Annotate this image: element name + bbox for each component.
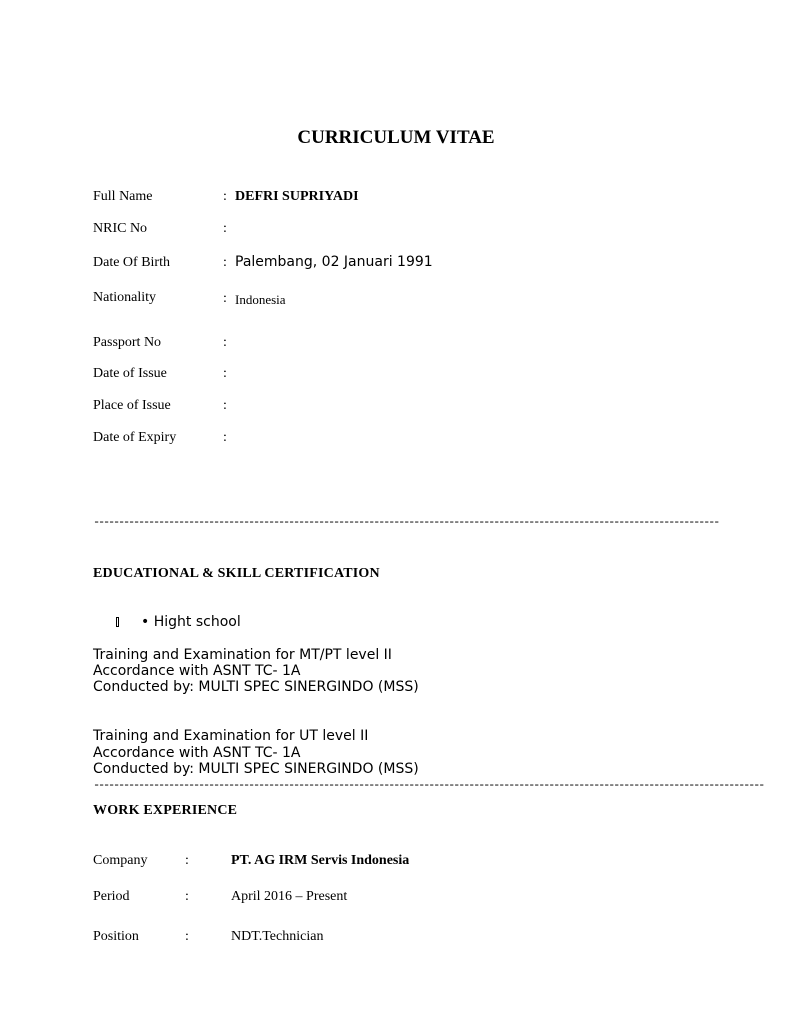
issue-date-colon: : [223, 366, 227, 381]
position-label: Position [93, 929, 139, 944]
period-value: April 2016 – Present [231, 889, 348, 904]
cert1-provider: Conducted by: MULTI SPEC SINERGINDO (MSS) [93, 679, 419, 695]
nationality-colon: : [223, 291, 227, 306]
issue-place-colon: : [223, 398, 227, 413]
bullet-box-icon [116, 617, 119, 627]
dob-value: Palembang, 02 Januari 1991 [235, 254, 433, 270]
education-bullet-item: • Hight school [141, 614, 241, 630]
cert2-title: Training and Examination for UT level II [93, 728, 369, 744]
section-divider: ----------------------------------------------------------------------------------------------------------------------------- [93, 515, 719, 529]
issue-place-label: Place of Issue [93, 398, 171, 413]
cert2-provider: Conducted by: MULTI SPEC SINERGINDO (MSS) [93, 761, 419, 777]
full-name-colon: : [223, 189, 227, 204]
page-title: CURRICULUM VITAE [297, 127, 495, 148]
period-label: Period [93, 889, 130, 904]
dob-label: Date Of Birth [93, 255, 170, 270]
dob-colon: : [223, 255, 227, 270]
company-label: Company [93, 853, 148, 868]
position-colon: : [185, 929, 189, 944]
expiry-label: Date of Expiry [93, 430, 177, 445]
nationality-value: Indonesia [235, 292, 286, 307]
nric-label: NRIC No [93, 221, 148, 236]
position-value: NDT.Technician [231, 929, 324, 944]
cert1-standard: Accordance with ASNT TC- 1A [93, 663, 301, 679]
passport-colon: : [223, 335, 227, 350]
cert2-standard: Accordance with ASNT TC- 1A [93, 745, 301, 761]
expiry-colon: : [223, 430, 227, 445]
cert1-title: Training and Examination for MT/PT level II [93, 647, 392, 663]
full-name-value: DEFRI SUPRIYADI [235, 189, 359, 204]
full-name-label: Full Name [93, 189, 153, 204]
education-heading: EDUCATIONAL & SKILL CERTIFICATION [93, 566, 380, 581]
work-heading: WORK EXPERIENCE [93, 803, 238, 818]
nationality-label: Nationality [93, 290, 156, 305]
company-value: PT. AG IRM Servis Indonesia [231, 853, 410, 868]
company-colon: : [185, 853, 189, 868]
period-colon: : [185, 889, 189, 904]
section-divider: -------------------------------------------------------------------------------------------------------------------------------------- [93, 778, 764, 792]
passport-label: Passport No [93, 335, 162, 350]
issue-date-label: Date of Issue [93, 366, 167, 381]
nric-colon: : [223, 221, 227, 236]
